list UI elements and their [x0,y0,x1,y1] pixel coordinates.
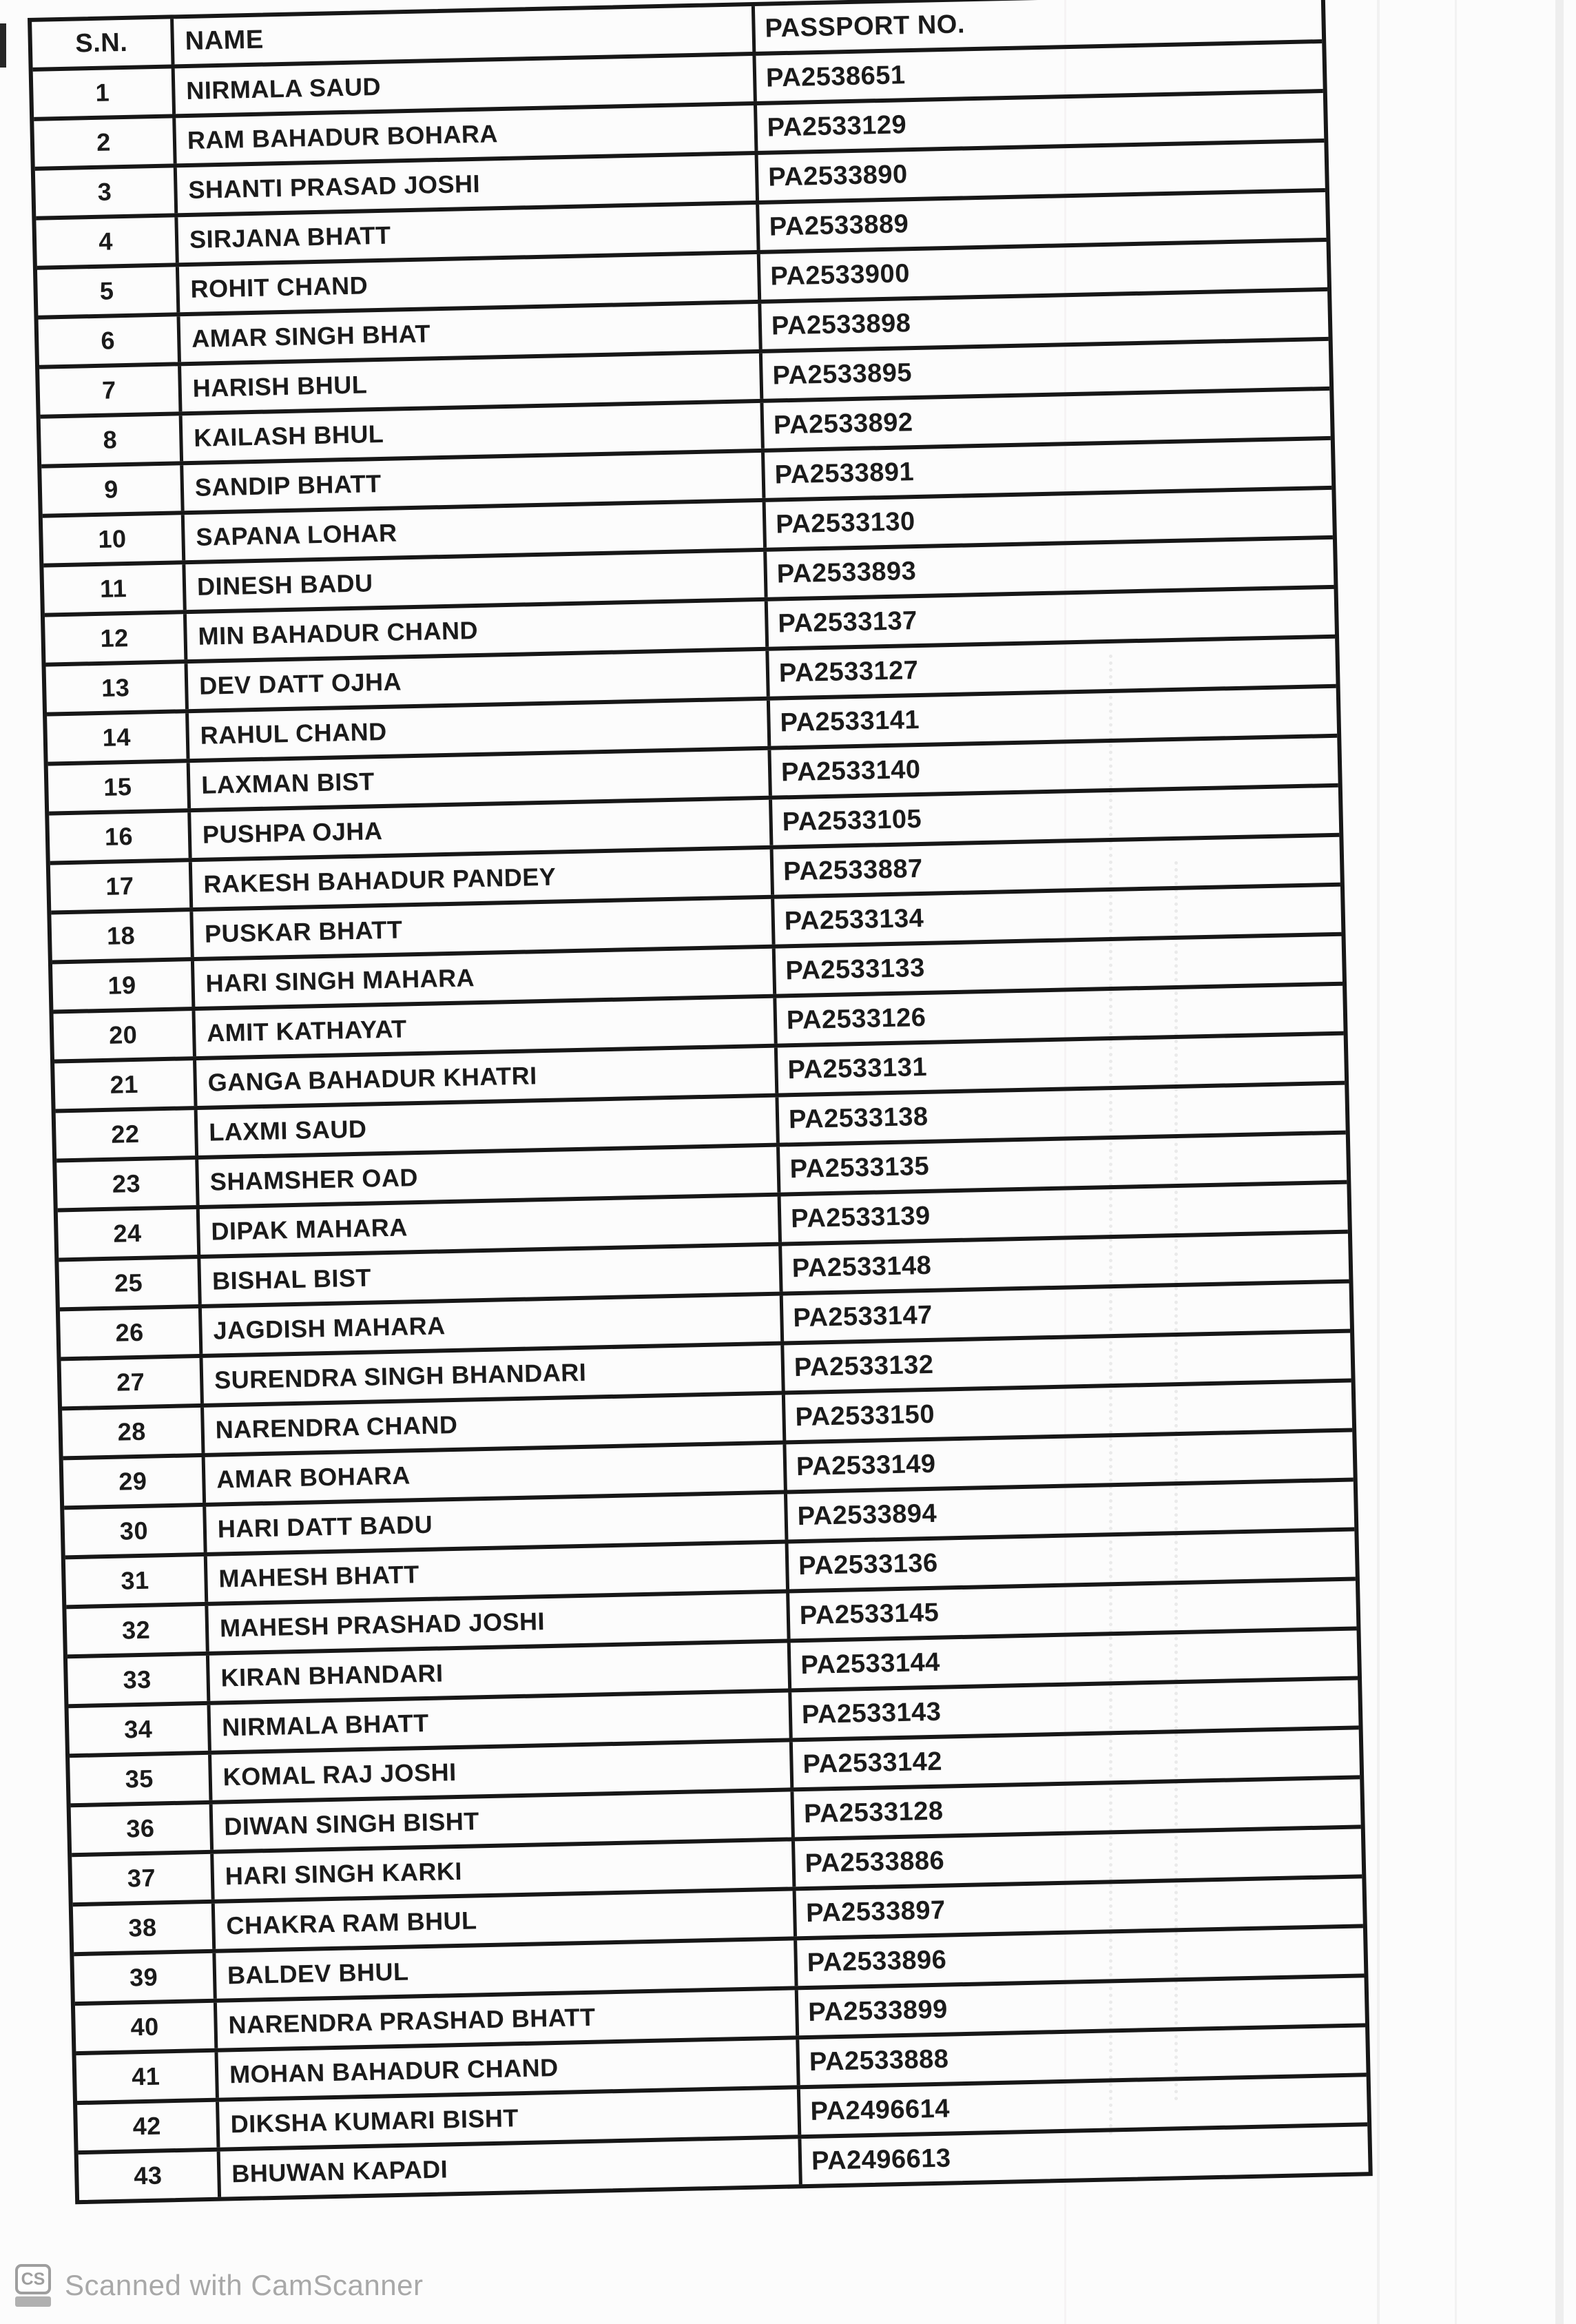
camscanner-watermark [15,2264,423,2307]
passport-cell: PA2533140 [780,754,921,787]
passport-cell: PA2533894 [797,1499,937,1531]
cs-logo-letters: CS [15,2264,51,2294]
sn-cell: 18 [51,912,194,960]
scan-edge-mark [0,23,6,68]
sn-cell: 9 [41,465,184,513]
sn-cell: 5 [37,267,180,315]
name-cell: SHANTI PRASAD JOSHI [177,155,759,213]
passport-cell: PA2533128 [803,1796,944,1829]
scan-streak [1377,0,1380,2324]
sn-cell: 30 [64,1507,207,1555]
name-cell: LAXMI SAUD [198,1098,780,1155]
passport-cell: PA2533139 [790,1201,931,1233]
passport-cell: PA2533138 [788,1102,929,1134]
passport-cell: PA2533142 [802,1747,943,1779]
sn-cell: 10 [43,515,185,563]
watermark-text: Scanned with CamScanner [65,2269,424,2301]
passport-cell: PA2533148 [791,1251,932,1283]
name-cell: MAHESH BHATT [207,1543,789,1601]
name-cell: KOMAL RAJ JOSHI [211,1742,794,1800]
name-cell: NIRMALA SAUD [175,56,757,114]
name-cell: AMAR BOHARA [205,1444,787,1502]
passport-cell: PA2533141 [780,705,920,737]
name-cell: RAM BAHADUR BOHARA [176,105,758,163]
name-cell: HARISH BHUL [181,353,763,411]
sn-cell: 39 [74,1953,216,2002]
passport-cell: PA2533892 [773,407,913,440]
passport-cell: PA2533899 [807,1995,948,2027]
camscanner-logo-icon [15,2264,51,2307]
sn-cell: 24 [58,1209,200,1257]
name-cell: LAXMAN BIST [190,750,772,808]
sn-cell: 35 [70,1755,212,1803]
passport-cell: PA2533888 [809,2044,949,2077]
sn-cell: 6 [39,316,181,364]
name-cell: CHAKRA RAM BHUL [215,1891,797,1948]
passport-cell: PA2533887 [782,854,924,886]
passport-cell: PA2533105 [782,804,922,836]
passport-cell: PA2533131 [787,1052,928,1084]
sn-cell: 43 [79,2152,221,2200]
passport-table [28,0,1373,2204]
name-cell: AMIT KATHAYAT [195,998,777,1056]
name-cell: NARENDRA CHAND [204,1395,786,1452]
sn-cell: 16 [49,812,191,861]
passport-cell: PA2533895 [772,358,913,391]
passport-cell: PA2533897 [805,1895,946,1928]
passport-cell: PA2533890 [767,159,909,192]
name-cell: DIWAN SINGH BISHT [213,1791,795,1849]
name-cell: MAHESH PRASHAD JOSHI [208,1593,790,1651]
name-cell: PUSKAR BHATT [193,899,775,957]
sn-cell: 4 [36,217,178,265]
sn-cell: 13 [46,664,189,712]
passport-cell: PA2533886 [805,1846,945,1878]
name-cell: SIRJANA BHATT [178,205,760,263]
name-cell: RAHUL CHAND [189,701,771,759]
name-cell: HARI DATT BADU [206,1494,788,1552]
passport-cell: PA2533896 [807,1945,947,1977]
sn-cell: 34 [69,1705,211,1754]
passport-cell: PA2533889 [769,209,909,242]
name-cell: ROHIT CHAND [179,254,761,312]
passport-cell: PA2533891 [774,457,915,489]
name-cell: SURENDRA SINGH BHANDARI [203,1345,785,1403]
name-cell: SHAMSHER OAD [198,1147,780,1205]
sn-cell: 31 [65,1556,208,1605]
passport-cell: PA2533137 [777,606,918,638]
sn-cell: 28 [62,1408,205,1456]
passport-cell: PA2533900 [769,258,911,291]
sn-cell: 3 [35,167,178,216]
sn-cell: 37 [72,1854,214,1902]
sn-cell: 27 [61,1358,204,1406]
name-cell: SANDIP BHATT [183,453,765,511]
passport-cell: PA2496613 [811,2143,951,2176]
passport-cell: PA2533133 [785,953,926,985]
name-cell: BISHAL BIST [200,1246,782,1304]
passport-cell: PA2533150 [795,1399,935,1432]
sn-cell: 38 [73,1904,216,1952]
sn-cell: 41 [76,2053,219,2101]
passport-cell: PA2533143 [801,1697,942,1729]
sn-cell: 22 [56,1110,198,1158]
sn-cell: 1 [33,68,176,116]
passport-cell: PA2533145 [799,1598,940,1630]
sn-cell: 42 [77,2102,220,2150]
passport-cell: PA2533898 [771,308,911,341]
name-cell: AMAR SINGH BHAT [180,304,763,362]
sn-cell: 7 [39,366,182,414]
name-cell: HARI SINGH KARKI [214,1841,796,1899]
cs-logo-bar [15,2296,51,2307]
sn-cell: 29 [63,1457,206,1505]
passport-cell: PA2533126 [786,1002,926,1035]
passport-cell: PA2533893 [776,556,917,588]
name-cell: DINESH BADU [185,552,767,610]
name-cell: PUSHPA OJHA [191,800,773,858]
header-sn: S.N. [32,19,174,67]
sn-cell: 2 [34,118,176,166]
passport-cell: PA2533136 [798,1548,939,1581]
passport-cell: PA2533127 [778,655,919,688]
name-cell: DIPAK MAHARA [200,1197,782,1255]
passport-cell: PA2533147 [792,1300,933,1333]
name-cell: MOHAN BAHADUR CHAND [218,2039,800,2097]
sn-cell: 11 [43,564,186,613]
passport-cell: PA2533129 [767,110,907,143]
name-cell: BHUWAN KAPADI [220,2139,802,2197]
name-cell: GANGA BAHADUR KHATRI [196,1048,778,1106]
sn-cell: 23 [56,1160,199,1208]
sn-cell: 33 [68,1656,210,1704]
name-cell: NIRMALA BHATT [210,1692,792,1750]
name-cell: HARI SINGH MAHARA [194,949,776,1007]
passport-cell: PA2496614 [810,2094,951,2126]
name-cell: DEV DATT OJHA [187,651,769,709]
sn-cell: 36 [71,1804,214,1853]
passport-cell: PA2533134 [784,903,924,936]
sn-cell: 19 [52,961,195,1009]
passport-cell: PA2533149 [796,1449,936,1481]
sn-cell: 21 [54,1060,197,1109]
passport-cell: PA2533144 [800,1647,941,1680]
passport-cell: PA2538651 [765,60,906,93]
name-cell: DIKSHA KUMARI BISHT [219,2089,801,2147]
name-cell: JAGDISH MAHARA [202,1296,784,1354]
sn-cell: 20 [54,1011,196,1059]
name-cell: RAKESH BAHADUR PANDEY [192,850,774,907]
sn-cell: 40 [75,2003,218,2051]
name-cell: BALDEV BHUL [216,1940,798,1998]
passport-cell: PA2533135 [789,1151,930,1184]
header-name: NAME [174,6,756,64]
passport-cell: PA2533130 [775,506,916,539]
passport-cell: PA2533132 [794,1350,934,1382]
sn-cell: 17 [50,862,193,910]
sn-cell: 32 [66,1606,209,1654]
sn-cell: 12 [45,614,187,662]
scan-streak [1455,0,1457,2324]
sn-cell: 25 [59,1259,201,1307]
header-passport: PASSPORT NO. [765,9,966,43]
sn-cell: 15 [48,763,191,811]
name-cell: MIN BAHADUR CHAND [187,601,769,659]
name-cell: KIRAN BHANDARI [209,1643,791,1700]
sn-cell: 8 [41,415,183,464]
name-cell: NARENDRA PRASHAD BHATT [217,1990,799,2048]
scan-streak [1555,0,1564,2324]
name-cell: SAPANA LOHAR [185,502,767,560]
sn-cell: 26 [60,1308,203,1357]
name-cell: KAILASH BHUL [183,403,765,461]
sn-cell: 14 [47,713,189,761]
